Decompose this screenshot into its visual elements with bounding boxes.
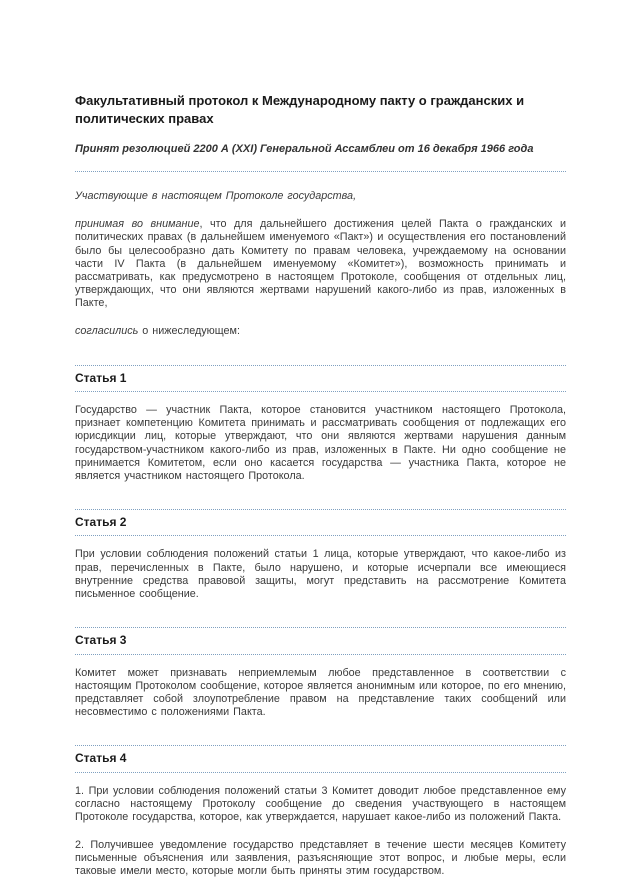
article-4	[75, 745, 566, 878]
article-3	[75, 627, 566, 719]
article-2-heading-block	[75, 509, 566, 536]
separator-rule	[75, 171, 566, 172]
article-4-heading-block	[75, 745, 566, 772]
article-2-heading: Статья 2	[75, 515, 127, 530]
article-3-heading-block	[75, 627, 566, 654]
article-2	[75, 509, 566, 601]
article-3-paragraph: Комитет может признавать неприемлемым любое представленное в соответствии с настоящим Протоколом сообщение, которое является анонимным или которое, по его мнению, представляет собой злоупотребление правом на представление таких сообщений или несовместимо с положениями Пакта.	[75, 666, 566, 719]
article-1-heading-block	[75, 365, 566, 392]
preamble-agreed-text: о нижеследующем:	[138, 325, 240, 338]
preamble-considering-lead: принимая во внимание	[75, 218, 200, 231]
preamble-considering	[75, 218, 566, 310]
document-title: Факультативный протокол к Международному пакту о гражданских и политических правах	[75, 93, 525, 126]
article-4-paragraph-2: 2. Получившее уведомление государство представляет в течение шести месяцев Комитету письменные объяснения или заявления, разъясняющие этот вопрос, и любые меры, если таковые имели место, которые могли быть приняты этим государством.	[75, 839, 566, 878]
article-3-heading: Статья 3	[75, 633, 127, 648]
preamble-considering-text: , что для дальнейшего достижения целей Пакта о гражданских и политических правах (в дальнейшем именуемого «Пакт») и осуществления его постановлений было бы целесообразно дать Комитету по правам человека, учреждаемому на основании части IV Пакта (в дальнейшем именуемому «Комитет»), возможность принимать и рассматривать, как предусмотрено в настоящем Протоколе, сообщения от отдельных лиц, утверждающих, что они являются жертвами нарушений какого-либо из прав, изложенных в Пакте,	[75, 218, 566, 310]
preamble-agreed-lead: согласились	[75, 325, 139, 338]
article-1-heading: Статья 1	[75, 370, 127, 385]
document-subtitle: Принят резолюцией 2200 А (XXI) Генеральной Ассамблеи от 16 декабря 1966 года	[75, 143, 534, 156]
article-4-heading: Статья 4	[75, 751, 127, 766]
preamble-agreed	[75, 325, 566, 338]
preamble-opening: Участвующие в настоящем Протоколе государства,	[75, 190, 357, 203]
article-4-paragraph-1: 1. При условии соблюдения положений статьи 3 Комитет доводит любое представленное ему согласно настоящему Протоколу сообщение до сведения участвующего в настоящем Протоколе государства, которое, как утверждается, нарушает какое-либо из положений Пакта.	[75, 784, 566, 823]
article-1	[75, 365, 566, 483]
article-2-paragraph: При условии соблюдения положений статьи 1 лица, которые утверждают, что какое-либо из прав, перечисленных в Пакте, было нарушено, и которые исчерпали все имеющиеся внутренние средства правовой защиты, могут представить на рассмотрение Комитета письменное сообщение.	[75, 548, 566, 600]
article-1-paragraph: Государство — участник Пакта, которое становится участником настоящего Протокола, признает компетенцию Комитета принимать и рассматривать сообщения от подлежащих его юрисдикции лиц, которые утверждают, что они являются жертвами нарушения данным государством-участником какого-либо из прав, изложенных в Пакте. Ни одно сообщение не принимается Комитетом, если оно касается государства — участника Пакта, которое не является участником настоящего Протокола.	[75, 404, 566, 482]
